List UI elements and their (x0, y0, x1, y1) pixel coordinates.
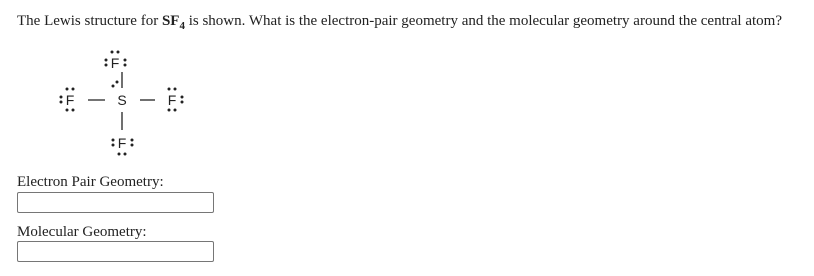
lewis-structure-diagram (50, 40, 190, 166)
top-f-lone-pair-top (111, 51, 114, 54)
formula-main: SF (161, 13, 180, 29)
right-f-lone-pair-right (181, 101, 184, 104)
bottom-f-lone-pair-left (112, 139, 115, 142)
top-f-lone-pair-right (124, 59, 127, 62)
question-suffix: is shown. What is the electron-pair geometry and the molecular geometry around the central atom? (184, 13, 782, 29)
bottom-f-lone-pair-left (112, 144, 115, 147)
left-f-lone-pair-bottom (66, 109, 69, 112)
bottom-fluorine-atom: F (117, 135, 127, 151)
sulfur-lone-pair (112, 85, 115, 88)
bottom-f-lone-pair-right (131, 144, 134, 147)
left-f-lone-pair-left (60, 101, 63, 104)
top-f-lone-pair-left (105, 59, 108, 62)
bottom-f-lone-pair-right (131, 139, 134, 142)
left-f-lone-pair-bottom (72, 109, 75, 112)
sulfur-lone-pair (116, 81, 119, 84)
right-f-lone-pair-top (174, 88, 177, 91)
formula (161, 13, 185, 32)
left-f-lone-pair-left (60, 96, 63, 99)
bottom-f-lone-pair-bottom (118, 153, 121, 156)
molecular-geometry-label: Molecular Geometry: (17, 224, 147, 240)
top-f-lone-pair-left (105, 64, 108, 67)
left-f-lone-pair-top (66, 88, 69, 91)
left-fluorine-atom: F (65, 92, 75, 108)
top-fluorine-atom: F (110, 55, 120, 71)
right-f-lone-pair-right (181, 96, 184, 99)
formula-subscript: 4 (179, 20, 185, 32)
right-f-lone-pair-bottom (174, 109, 177, 112)
top-f-lone-pair-right (124, 64, 127, 67)
central-sulfur-atom: S (117, 92, 127, 108)
left-f-lone-pair-top (72, 88, 75, 91)
molecular-geometry-input[interactable] (17, 241, 214, 262)
top-f-lone-pair-top (117, 51, 120, 54)
right-f-lone-pair-bottom (168, 109, 171, 112)
right-f-lone-pair-top (168, 88, 171, 91)
right-fluorine-atom: F (167, 92, 177, 108)
question-prefix: The Lewis structure for (17, 13, 162, 29)
question-text (17, 13, 782, 32)
bottom-f-lone-pair-bottom (124, 153, 127, 156)
electron-pair-geometry-input[interactable] (17, 192, 214, 213)
electron-pair-geometry-label: Electron Pair Geometry: (17, 174, 164, 190)
